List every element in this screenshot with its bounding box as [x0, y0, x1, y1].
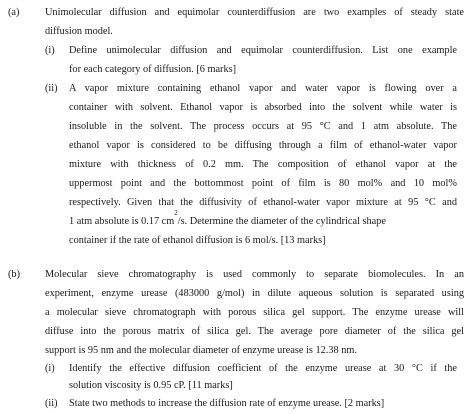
part-b-i-line-1: Identify the effective diffusion coefficient of the enzyme urease at 30 °C if the	[69, 363, 457, 374]
diffusivity-text: 1 atm absolute is 0.17 cm	[69, 216, 175, 227]
part-b-intro-line-5: support is 95 nm and the molecular diameter of enzyme urease is 12.38 nm.	[45, 345, 357, 356]
part-a-ii-line-7: respectively. Given that the diffusivity of ethanol-water vapor mixture at 95 °C and	[69, 197, 457, 208]
part-a-ii-line-5: mixture with thickness of 0.2 mm. The composition of ethanol vapor at the	[69, 159, 457, 170]
part-b-intro-line-3: a molecular sieve chromatograph with porous silica gel support. The enzyme urease will	[45, 307, 464, 318]
part-b-i-line-2: solution viscosity is 0.95 cP. [11 marks]	[69, 380, 233, 391]
part-a-ii-line-2: container with solvent. Ethanol vapor is absorbed into the solvent while water is	[69, 102, 457, 113]
cm-squared-superscript: 2	[174, 209, 178, 217]
part-a-ii-label: (ii)	[45, 83, 58, 94]
part-a-intro-line-2: diffusion model.	[45, 26, 113, 37]
part-b-intro-line-4: diffuse into the porous matrix of silica gel. The average pore diameter of the silica gel	[45, 326, 464, 337]
part-a-ii-line-6: uppermost point and the bottommost point of film is 80 mol% and 10 mol%	[69, 178, 457, 189]
part-b-ii-label: (ii)	[45, 398, 58, 409]
part-a-ii-line-8	[69, 209, 386, 228]
part-a-intro-line-1: Unimolecular diffusion and equimolar counterdiffusion are two examples of steady state	[45, 7, 464, 18]
part-b-label: (b)	[8, 269, 21, 280]
part-b-intro-line-1: Molecular sieve chromatography is used commonly to separate biomolecules. In an	[45, 269, 464, 280]
part-a-i-line-1: Define unimolecular diffusion and equimolar counterdiffusion. List one example	[69, 45, 457, 56]
part-b-intro-line-2: experiment, enzyme urease (483000 g/mol) in dilute aqueous solution is separated using	[45, 288, 464, 299]
part-a-ii-line-4: ethanol vapor is considered to be diffusing through a film of ethanol-water vapor	[69, 140, 457, 151]
part-a-label: (a)	[8, 7, 20, 18]
part-a-i-line-2: for each category of diffusion. [6 marks]	[69, 64, 237, 75]
part-a-ii-line-3: insoluble in the solvent. The process occurs at 95 °C and 1 atm absolute. The	[69, 121, 457, 132]
diffusivity-text-cont: /s. Determine the diameter of the cylindrical shape	[177, 216, 386, 227]
part-b-ii-line-1: State two methods to increase the diffusion rate of enzyme urease. [2 marks]	[69, 398, 385, 409]
part-a-ii-line-10: container if the rate of ethanol diffusion is 6 mol/s. [13 marks]	[69, 235, 326, 246]
part-a-i-label: (i)	[45, 45, 55, 56]
part-a-ii-line-1: A vapor mixture containing ethanol vapor and water vapor is flowing over a	[69, 83, 457, 94]
part-b-i-label: (i)	[45, 363, 55, 374]
